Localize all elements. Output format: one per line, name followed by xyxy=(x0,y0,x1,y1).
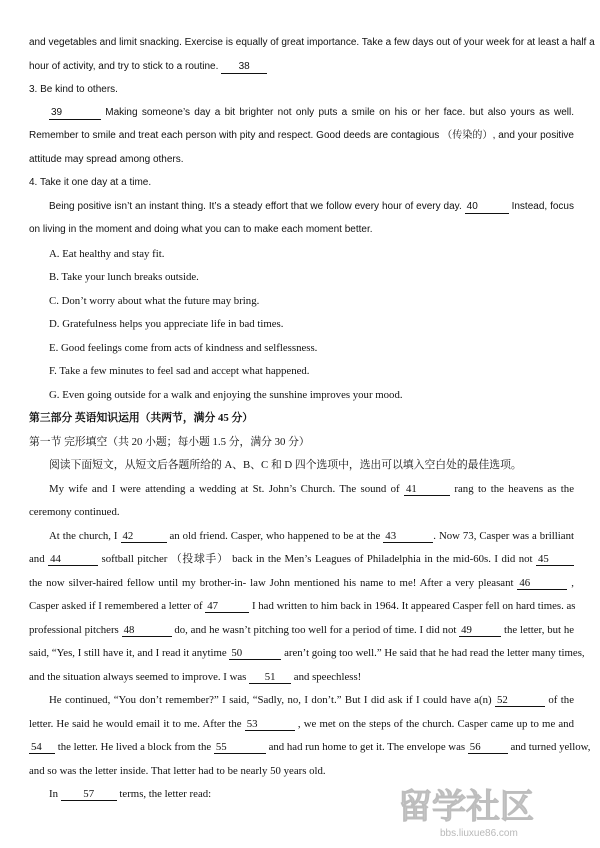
text-segment: and had run home to get it. The envelope was xyxy=(265,741,468,753)
text-segment: hour of activity, and try to stick to a routine. xyxy=(29,61,222,72)
text-segment: D. Gratefulness helps you appreciate life in bad times. xyxy=(49,318,284,330)
answer-blank-38[interactable]: 38 xyxy=(221,61,267,74)
text-line xyxy=(29,740,591,754)
text-line xyxy=(49,364,574,378)
text-segment: Instead, focus xyxy=(508,201,574,212)
text-segment: attitude may spread among others. xyxy=(29,154,184,165)
answer-blank-40[interactable]: 40 xyxy=(465,201,509,214)
text-segment: 4. Take it one day at a time. xyxy=(29,177,152,188)
text-segment: professional pitchers xyxy=(29,624,122,636)
text-segment: In xyxy=(49,788,61,800)
text-line xyxy=(49,317,574,331)
text-segment: He continued, “You don’t remember?” I said, “Sadly, no, I don’t.” But I did ask if I could have a(n) xyxy=(49,694,495,706)
text-segment: terms, the letter read: xyxy=(116,788,212,800)
text-line xyxy=(29,83,574,97)
text-segment: letter. He said he would email it to me. After the xyxy=(29,718,245,730)
text-line xyxy=(29,552,574,566)
text-line xyxy=(49,106,574,120)
text-segment: and the situation always seemed to improve. I was xyxy=(29,671,250,683)
watermark-graphic xyxy=(394,780,594,842)
watermark-url: bbs.liuxue86.com xyxy=(440,828,518,839)
answer-blank-42[interactable]: 42 xyxy=(121,530,167,543)
text-segment: At the church, I xyxy=(49,530,121,542)
text-segment: Remember to smile and treat each person with pity and respect. Good deeds are contagious （传染的）, and your positive xyxy=(29,130,574,141)
text-segment: an old friend. Casper, who happened to be at the xyxy=(166,530,384,542)
answer-blank-51[interactable]: 51 xyxy=(249,671,291,684)
answer-blank-53[interactable]: 53 xyxy=(245,718,295,731)
answer-blank-57[interactable]: 57 xyxy=(61,788,117,801)
text-segment: ceremony continued. xyxy=(29,506,120,518)
text-segment: Being positive isn’t an instant thing. It’s a steady effort that we follow every hour of every day. xyxy=(49,201,465,212)
text-line xyxy=(49,458,574,472)
text-line xyxy=(49,341,574,355)
text-segment: 第一节 完形填空（共 20 小题；每小题 1.5 分，满分 30 分） xyxy=(29,436,310,448)
text-segment: and turned yellow, xyxy=(507,741,591,753)
text-segment: F. Take a few minutes to feel sad and accept what happened. xyxy=(49,365,310,377)
answer-blank-47[interactable]: 47 xyxy=(205,600,249,613)
text-line xyxy=(49,270,574,284)
text-segment: the letter, but he xyxy=(501,624,575,636)
text-segment: B. Take your lunch breaks outside. xyxy=(49,271,199,283)
text-line xyxy=(29,411,574,425)
text-segment: My wife and I were attending a wedding at St. John’s Church. The sound of xyxy=(49,483,405,495)
text-segment: E. Good feelings come from acts of kindness and selflessness. xyxy=(49,342,318,354)
text-segment: and so was the letter inside. That letter had to be nearly 50 years old. xyxy=(29,765,326,777)
text-line xyxy=(29,60,574,74)
text-segment: Casper asked if I remembered a letter of xyxy=(29,600,206,612)
text-segment: softball pitcher （投球手） back in the Men’s Leagues of Philadelphia in the mid-60s. I did not xyxy=(98,553,536,565)
answer-blank-50[interactable]: 50 xyxy=(229,647,281,660)
text-segment: G. Even going outside for a walk and enjoying the sunshine improves your mood. xyxy=(49,389,403,401)
text-line xyxy=(49,388,574,402)
text-line xyxy=(29,576,574,590)
text-segment: , we met on the steps of the church. Casper came up to me and xyxy=(294,718,574,730)
text-segment: 第三部分 英语知识运用（共两节，满分 45 分） xyxy=(29,412,254,424)
text-line xyxy=(49,247,574,261)
answer-blank-48[interactable]: 48 xyxy=(122,624,172,637)
text-line xyxy=(29,505,574,519)
text-segment: , xyxy=(567,577,574,589)
text-line xyxy=(49,294,574,308)
text-segment: and speechless! xyxy=(291,671,362,683)
text-line xyxy=(49,693,574,707)
text-line xyxy=(29,646,585,660)
watermark-logo xyxy=(394,780,594,842)
text-line xyxy=(29,435,574,449)
answer-blank-44[interactable]: 44 xyxy=(48,553,98,566)
answer-blank-56[interactable]: 56 xyxy=(468,741,508,754)
text-segment: said, “Yes, I still have it, and I read it anytime xyxy=(29,647,230,659)
text-segment: do, and he wasn’t pitching too well for a period of time. I did not xyxy=(171,624,460,636)
text-line xyxy=(49,200,574,214)
text-segment: the letter. He lived a block from the xyxy=(55,741,214,753)
text-segment: and vegetables and limit snacking. Exercise is equally of great importance. Take a few days out of your week for at least a half a xyxy=(29,37,595,48)
answer-blank-55[interactable]: 55 xyxy=(214,741,266,754)
text-segment: I had written to him back in 1964. It appeared Casper fell on hard times. as xyxy=(249,600,576,612)
answer-blank-43[interactable]: 43 xyxy=(383,530,433,543)
answer-blank-46[interactable]: 46 xyxy=(517,577,567,590)
answer-blank-45[interactable]: 45 xyxy=(536,553,574,566)
text-segment: and xyxy=(29,553,49,565)
text-line xyxy=(29,129,574,143)
text-line xyxy=(29,599,574,613)
text-line xyxy=(29,670,574,684)
text-line xyxy=(29,764,574,778)
watermark-text: 留学社区 xyxy=(398,787,534,827)
text-line xyxy=(29,623,574,637)
text-line xyxy=(29,223,574,237)
answer-blank-54[interactable]: 54 xyxy=(29,741,55,754)
text-line xyxy=(29,36,595,50)
text-segment: C. Don’t worry about what the future may bring. xyxy=(49,295,260,307)
text-segment: aren’t going too well.” He said that he had read the letter many times, xyxy=(281,647,585,659)
text-segment: 阅读下面短文，从短文后各题所给的 A、B、C 和 D 四个选项中，选出可以填入空白处的最佳选项。 xyxy=(49,459,522,471)
answer-blank-39[interactable]: 39 xyxy=(49,107,101,120)
text-line xyxy=(49,482,574,496)
text-segment: the now silver-haired fellow until my brother-in- law John mentioned his name to me! After a very pleasant xyxy=(29,577,518,589)
text-segment: Making someone’s day a bit brighter not only puts a smile on his or her face. but also yours as well. xyxy=(101,107,574,118)
text-segment: A. Eat healthy and stay fit. xyxy=(49,248,165,260)
text-segment: rang to the heavens as the xyxy=(450,483,574,495)
text-segment: of the xyxy=(544,694,574,706)
text-line xyxy=(49,529,574,543)
text-line xyxy=(29,176,574,190)
answer-blank-49[interactable]: 49 xyxy=(459,624,501,637)
text-line xyxy=(29,717,574,731)
answer-blank-41[interactable]: 41 xyxy=(404,483,450,496)
text-segment: on living in the moment and doing what you can to make each moment better. xyxy=(29,224,373,235)
text-segment: 3. Be kind to others. xyxy=(29,84,118,95)
answer-blank-52[interactable]: 52 xyxy=(495,694,545,707)
text-segment: . Now 73, Casper was a brilliant xyxy=(433,530,574,542)
text-line xyxy=(29,153,574,167)
